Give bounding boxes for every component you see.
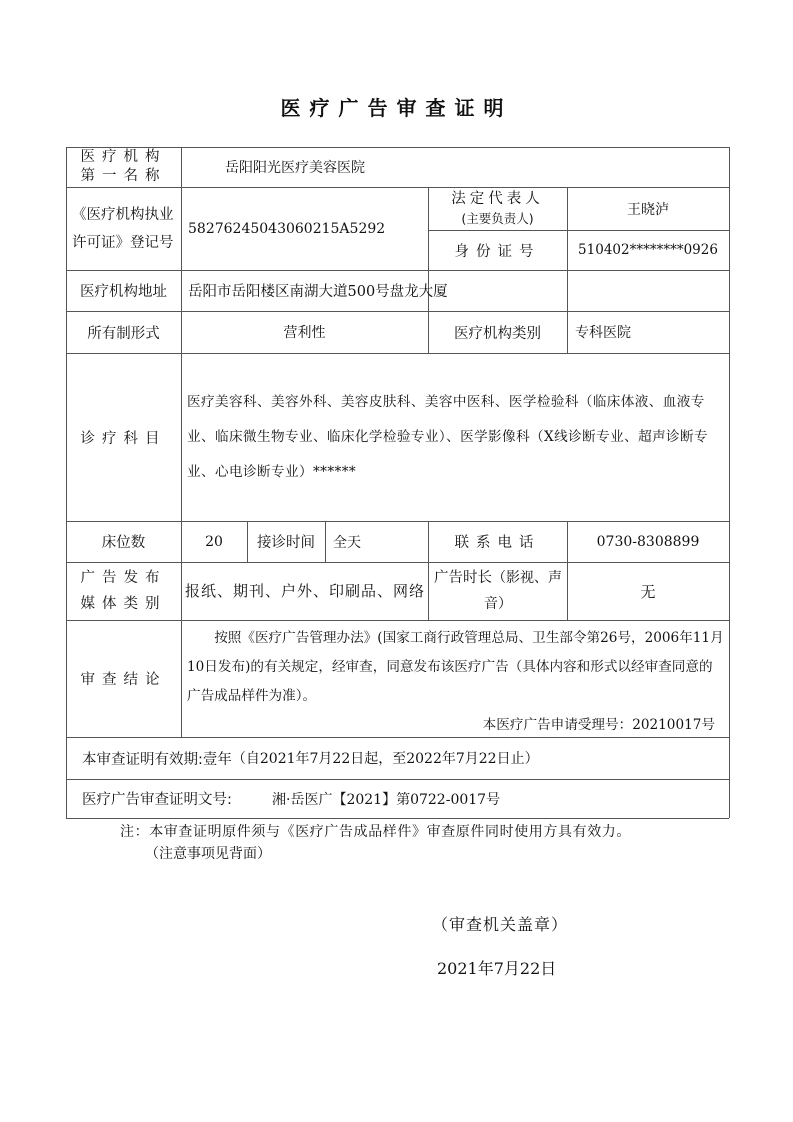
address-label: 医疗机构地址 <box>80 284 167 300</box>
cert-number-label: 医疗广告审查证明文号: <box>82 792 232 808</box>
license-label: 《医疗机构执业许可证》登记号 <box>72 206 174 251</box>
label-text: 广告时长 <box>434 570 492 586</box>
id-label <box>428 230 567 270</box>
label-subtext: （影视、声音） <box>484 570 562 612</box>
table-rule <box>325 521 326 562</box>
page-title: 医疗广告审查证明 <box>280 96 513 120</box>
beds-label: 床位数 <box>101 535 146 551</box>
label-line: 第一名称 <box>80 168 167 184</box>
phone: 0730-8308899 <box>596 533 700 550</box>
category: 专科医院 <box>575 325 631 341</box>
label-line: 医疗机构 <box>80 149 167 165</box>
cert-number: 湘·岳医广【2021】第0722-0017号 <box>272 791 501 808</box>
table-rule <box>181 147 182 737</box>
institution-name: 岳阳阳光医疗美容医院 <box>225 160 365 176</box>
label-text: 诊疗科目 <box>80 430 167 447</box>
media: 报纸、期刊、户外、印刷品、网络 <box>184 582 425 600</box>
conclusion: 按照《医疗广告管理办法》(国家工商行政管理总局、卫生部令第26号，2006年11月10日发布)的有关规定，经审查，同意发布该医疗广告（具体内容和形式以经审查同意的广告成品样件为准）。 <box>187 630 724 704</box>
beds: 20 <box>205 533 223 550</box>
note-line: 注：本审查证明原件须与《医疗广告成品样件》审查原件同时使用方具有效力。 <box>120 824 631 840</box>
label-line: 媒体类别 <box>80 596 167 612</box>
cert-number-row <box>82 779 722 818</box>
duration: 无 <box>640 582 656 601</box>
hours-label: 接诊时间 <box>257 535 315 551</box>
table-border <box>66 818 729 819</box>
validity <box>82 737 722 779</box>
category-label: 医疗机构类别 <box>454 325 541 342</box>
label-line: 法定代表人 <box>451 190 544 207</box>
table-border <box>729 147 730 818</box>
validity-value: （自2021年7月22日起，至2022年7月22日止） <box>231 751 539 767</box>
validity-label: 本审查证明有效期:壹年 <box>82 751 232 768</box>
phone-label <box>428 521 567 562</box>
ownership: 营利性 <box>283 325 326 341</box>
note-line: （注意事项见背面） <box>145 846 271 862</box>
address: 岳阳市岳阳楼区南湖大道500号盘龙大厦 <box>188 284 448 300</box>
label-subline: (主要负责人) <box>461 210 534 226</box>
label-text: 审查结论 <box>80 672 167 688</box>
seal-text: （审查机关盖章） <box>432 915 569 934</box>
media-label <box>66 562 181 620</box>
conclusion-label <box>66 620 181 737</box>
id-number: 510402********0926 <box>578 242 718 258</box>
ownership-label: 所有制形式 <box>87 325 160 342</box>
legal-rep: 王晓泸 <box>627 201 669 218</box>
subjects: 医疗美容科、美容外科、美容皮肤科、美容中医科、医学检验科（临床体液、血液专业、临床微生物专业、临床化学检验专业）、医学影像科（X线诊断专业、超声诊断专业、心电诊断专业）****** <box>187 393 709 480</box>
label-text: 身份证号 <box>454 243 541 260</box>
subjects-label <box>66 353 181 521</box>
duration-label <box>431 562 565 620</box>
issue-date: 2021年7月22日 <box>437 959 557 978</box>
label-text: 联系电话 <box>454 535 541 551</box>
institution-name-label <box>66 147 181 187</box>
label-line: 广告发布 <box>80 570 167 586</box>
acceptance-number: 本医疗广告申请受理号：20210017号 <box>482 717 715 733</box>
legal-rep-label <box>428 187 567 230</box>
license-number: 58276245043060215A5292 <box>188 220 386 237</box>
hours: 全天 <box>333 534 361 551</box>
